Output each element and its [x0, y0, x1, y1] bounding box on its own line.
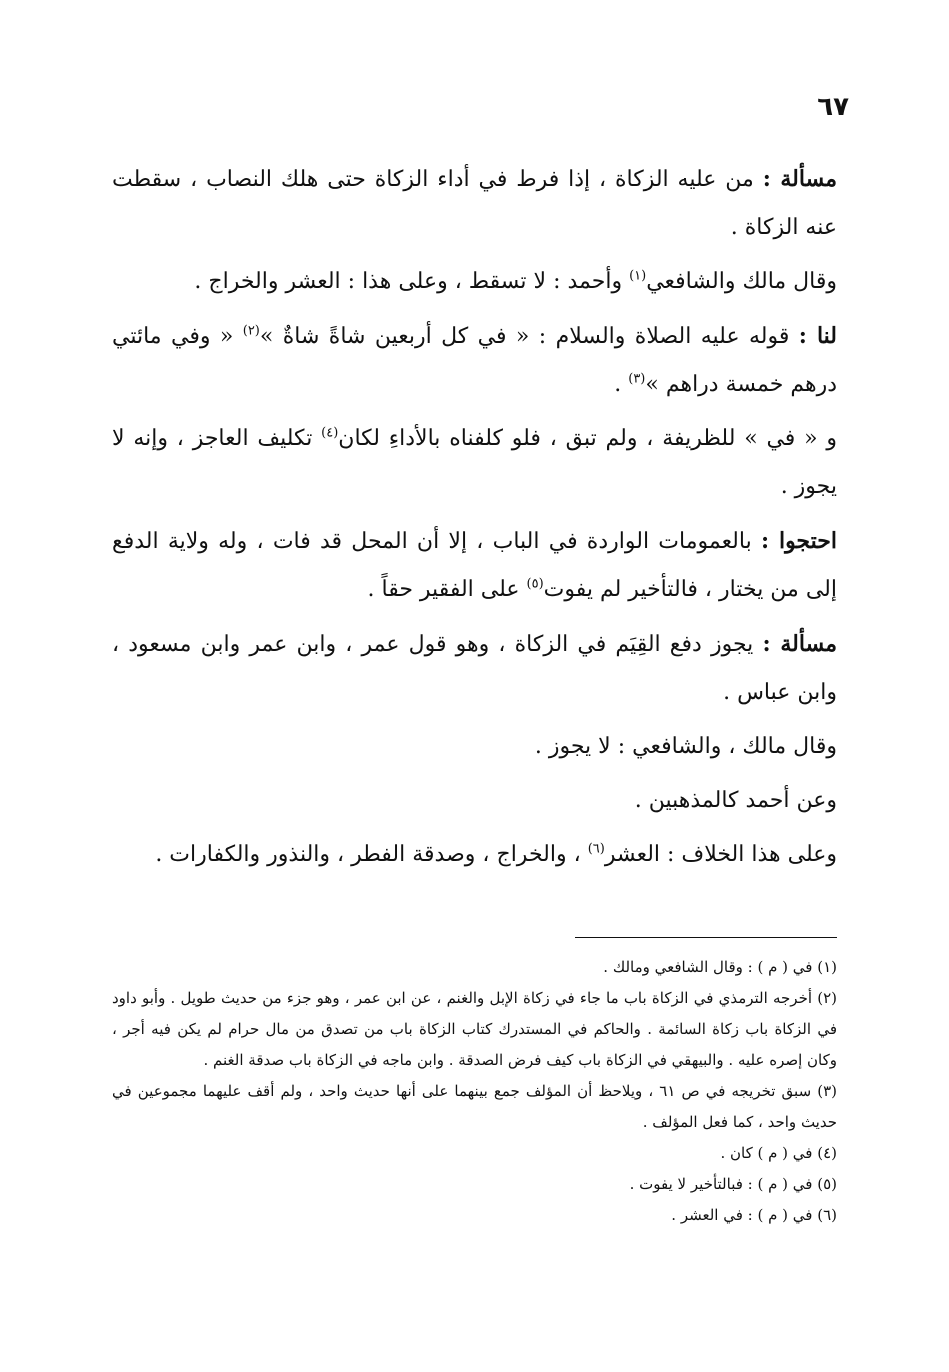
footnote-ref: (٢)	[242, 323, 260, 339]
paragraph-masala-2	[112, 620, 837, 717]
paragraph-text: وعن أحمد كالمذهبين .	[634, 788, 837, 813]
paragraph-fi-zarfiya	[112, 415, 837, 511]
paragraph-text: قوله عليه الصلاة والسلام : « في كل أربعين شاةً شاةٌ »	[259, 324, 799, 349]
paragraph-ihtajju	[112, 517, 837, 614]
paragraph-lead: احتجوا :	[760, 528, 837, 554]
footnote-1: (١) في ( م ) : وقال الشافعي ومالك .	[603, 958, 837, 976]
paragraph-text: على الفقير حقاً .	[367, 577, 527, 602]
paragraph-text: و « في » للظريفة ، ولم تبق ، فلو كلفناه بالأداءِ لكان	[338, 426, 838, 451]
paragraph-lana	[112, 312, 837, 409]
paragraph-lead: لنا :	[798, 323, 837, 349]
footnote-divider	[575, 937, 837, 938]
paragraph-malik-shafii	[112, 258, 837, 306]
paragraph-lead: مسألة :	[762, 631, 837, 657]
paragraph-la-yajuz	[112, 723, 837, 771]
paragraph-text: وقال مالك والشافعي	[646, 269, 837, 294]
paragraph-text: وقال مالك ، والشافعي : لا يجوز .	[534, 734, 837, 759]
paragraph-text: .	[614, 372, 629, 397]
footnote-6: (٦) في ( م ) : في العشر .	[671, 1206, 837, 1224]
paragraph-text: وعلى هذا الخلاف : العشر	[604, 842, 837, 867]
footnote-3: (٣) سبق تخريجه في ص ٦١ ، ويلاحظ أن المؤلف جمع بينهما على أنها حديث واحد ، ولم أقف عليهما مجموعين في حديث واحد ، كما فعل المؤلف .	[112, 1082, 838, 1131]
paragraph-text: ، والخراج ، وصدقة الفطر ، والنذور والكفارات .	[155, 842, 588, 867]
paragraph-lead: مسألة :	[762, 166, 837, 192]
paragraph-ahmad	[112, 777, 837, 825]
footnote-ref: (١)	[629, 268, 647, 284]
paragraph-text: يجوز دفع القِيَم في الزكاة ، وهو قول عمر ، وابن عمر وابن مسعود ، وابن عباس .	[112, 632, 837, 705]
paragraph-masala-1	[112, 155, 837, 252]
paragraph-text: تكليف العاجز ، وإنه لا يجوز .	[112, 426, 837, 499]
footnote-4: (٤) في ( م ) كان .	[720, 1144, 837, 1162]
paragraph-khilaf	[112, 831, 837, 879]
footnote-ref: (٤)	[321, 425, 339, 441]
paragraph-text: وأحمد : لا تسقط ، وعلى هذا : العشر والخراج .	[194, 269, 630, 294]
footnote-ref: (٦)	[587, 841, 605, 857]
footnote-5: (٥) في ( م ) : فبالتأخير لا يفوت .	[629, 1175, 837, 1193]
body-text	[112, 155, 837, 885]
paragraph-text: بالعمومات الواردة في الباب ، إلا أن المحل قد فات ، وله ولاية الدفع إلى من يختار ، فالتأخير لم يفوت	[112, 529, 837, 602]
footnotes	[112, 952, 837, 1231]
footnote-ref: (٥)	[526, 576, 544, 592]
footnote-ref: (٣)	[628, 371, 646, 387]
page-number: ٦٧	[817, 92, 849, 122]
footnote-2: (٢) أخرجه الترمذي في الزكاة باب ما جاء في زكاة الإبل والغنم ، عن ابن عمر ، وهو جزء من حديث طويل . وأبو داود في الزكاة باب زكاة السائمة . والحاكم في المستدرك كتاب الزكاة باب من تصدق من مال حرام لم يكن فيه أجر ، وكان إصره عليه . والبيهقي في الزكاة باب كيف فرض الصدقة . وابن ماجه في الزكاة باب صدقة الغنم .	[112, 989, 837, 1069]
paragraph-text: من عليه الزكاة ، إذا فرط في أداء الزكاة حتى هلك النصاب ، سقطت عنه الزكاة .	[112, 167, 837, 240]
paragraph-text: « وفي مائتي درهم خمسة دراهم »	[112, 324, 837, 397]
